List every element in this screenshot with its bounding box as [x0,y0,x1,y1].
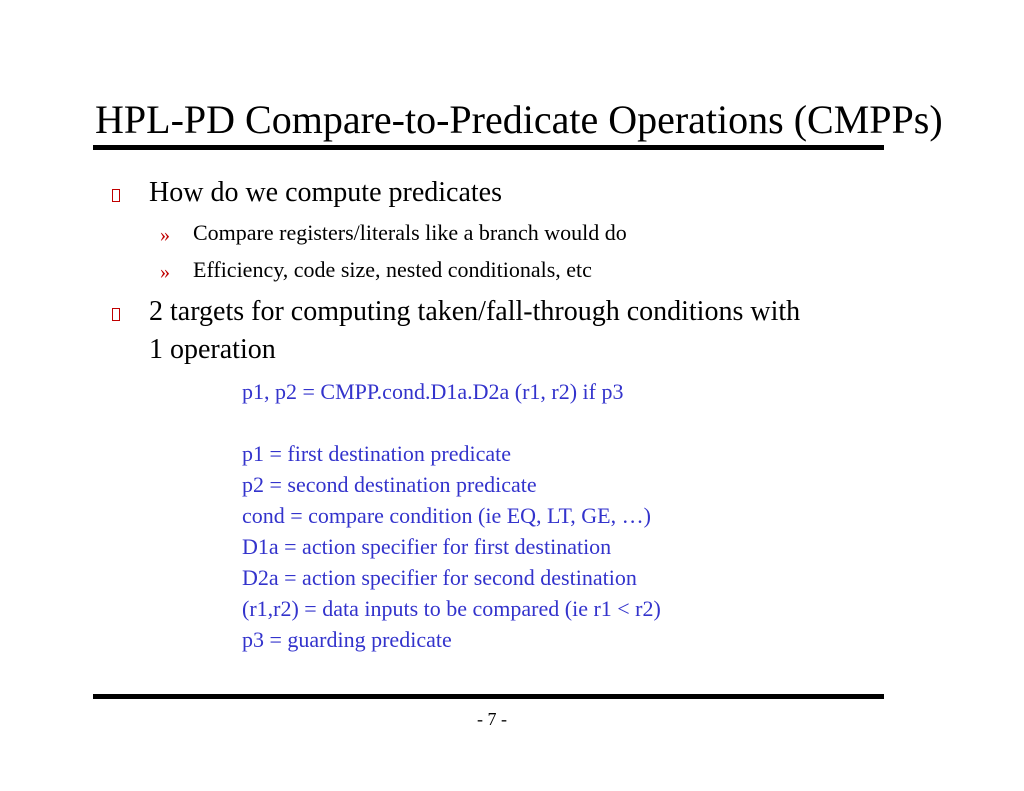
code-line: (r1,r2) = data inputs to be compared (ie r1 < r2) [242,596,661,621]
code-line: D1a = action specifier for first destination [242,534,612,559]
code-line: p3 = guarding predicate [242,627,452,652]
bullet-text: 2 targets for computing taken/fall-through conditions with [149,296,801,327]
code-line: p1, p2 = CMPP.cond.D1a.D2a (r1, r2) if p3 [242,379,624,404]
sub-bullet-marker: » [160,224,170,246]
code-line: cond = compare condition (ie EQ, LT, GE, …) [242,503,651,528]
code-line: p2 = second destination predicate [242,472,537,497]
slide-title: HPL-PD Compare-to-Predicate Operations (CMPPs) [95,97,943,142]
sub-bullet-text: Efficiency, code size, nested conditionals, etc [193,257,592,282]
bullet-text-continuation: 1 operation [149,334,276,365]
square-bullet-icon [112,308,120,321]
code-line: D2a = action specifier for second destination [242,565,637,590]
page-number: - 7 - [477,709,507,729]
square-bullet-icon [112,189,120,202]
sub-bullet-marker: » [160,261,170,283]
code-line: p1 = first destination predicate [242,441,511,466]
footer-rule [93,694,884,699]
sub-bullet-text: Compare registers/literals like a branch would do [193,220,627,245]
bullet-text: How do we compute predicates [149,177,502,208]
title-underline [93,145,884,150]
